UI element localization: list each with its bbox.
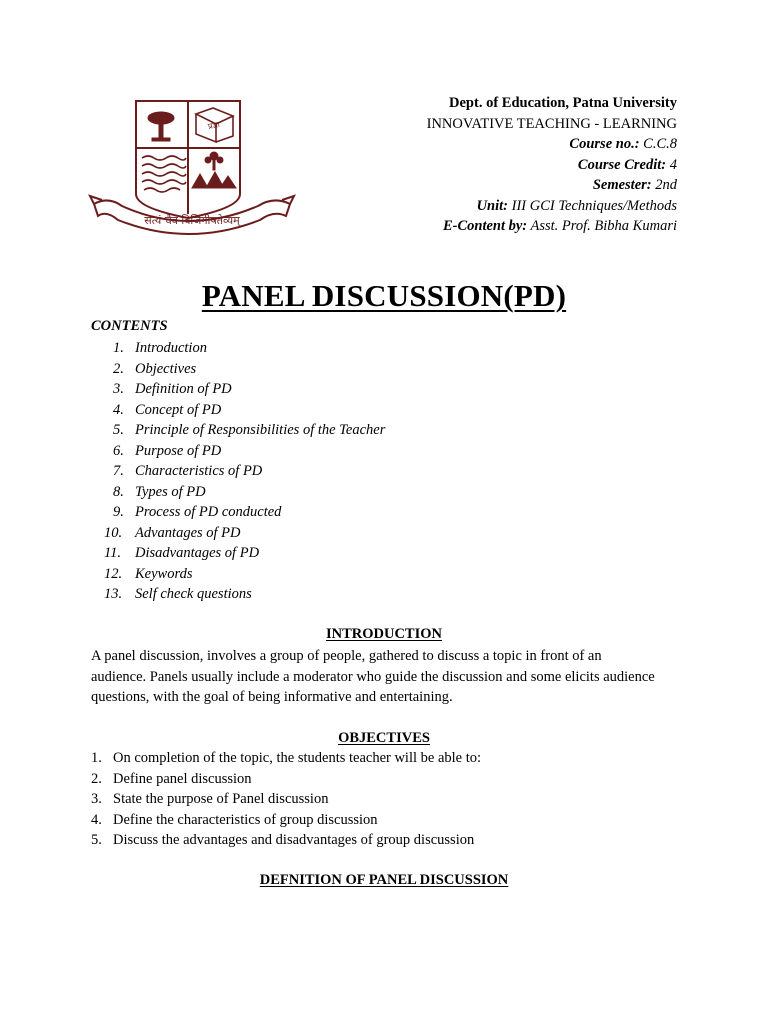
item-number: 13.: [104, 586, 123, 602]
list-item: [104, 584, 385, 605]
list-item: [91, 810, 481, 831]
item-number: 11.: [104, 545, 122, 561]
intro-line-3: questions, with the goal of being informative and entertaining.: [91, 689, 453, 705]
list-item: [113, 461, 385, 482]
course-credit-value: 4: [666, 156, 677, 173]
semester-label: Semester:: [592, 177, 652, 193]
item-label: Discuss the advantages and disadvantages of group discussion: [113, 832, 475, 848]
list-item: [104, 564, 385, 585]
econtent-author: [427, 216, 677, 237]
item-label: Definition of PD: [135, 381, 232, 397]
item-label: Objectives: [135, 360, 197, 377]
course-number-value: C.C.8: [639, 136, 677, 152]
item-number: 7.: [113, 463, 124, 479]
item-label: Disadvantages of PD: [135, 545, 260, 561]
item-label: Self check questions: [135, 586, 252, 602]
item-number: 1.: [113, 340, 124, 356]
item-label: Principle of Responsibilities of the Teacher: [135, 422, 386, 438]
semester: [427, 175, 677, 196]
list-item: [91, 789, 481, 810]
contents-heading: CONTENTS: [91, 318, 168, 334]
item-label: On completion of the topic, the students teacher will be able to:: [113, 750, 482, 766]
item-number: 9.: [113, 504, 124, 520]
course-number: [427, 134, 677, 155]
list-item: [91, 830, 481, 851]
semester-value: 2nd: [651, 177, 677, 193]
introduction-heading: INTRODUCTION: [325, 626, 442, 642]
list-item: [104, 543, 385, 564]
item-number: 6.: [113, 442, 124, 459]
intro-line-1: A panel discussion, involves a group of people, gathered to discuss a topic in front of an: [91, 648, 602, 664]
list-item: [113, 482, 385, 503]
list-item: [113, 379, 385, 400]
unit-label: Unit:: [476, 197, 508, 214]
list-item: [113, 420, 385, 441]
item-label: Introduction: [135, 340, 207, 356]
item-label: Characteristics of PD: [135, 463, 263, 479]
item-number: 3.: [113, 381, 124, 397]
econtent-label: E-Content by:: [442, 218, 528, 234]
book-text: प्रज्ञा: [207, 119, 221, 132]
item-number: 1.: [91, 750, 102, 766]
list-item: [104, 523, 385, 544]
item-label: Process of PD conducted: [135, 504, 282, 520]
item-number: 12.: [104, 565, 123, 582]
item-number: 4.: [91, 811, 102, 828]
unit-value: III GCI Techniques/Methods: [507, 197, 677, 214]
item-label: Types of PD: [135, 483, 206, 500]
item-label: Concept of PD: [135, 401, 222, 418]
list-item: [113, 359, 385, 380]
item-number: 2.: [113, 360, 124, 377]
emblem-motto: सत्यं चैव विजिगीषतेव्यम्: [144, 214, 240, 227]
university-emblem: [88, 96, 296, 246]
list-item: [113, 400, 385, 421]
objectives-list: [91, 748, 481, 851]
item-number: 2.: [91, 770, 102, 787]
list-item: [113, 441, 385, 462]
item-number: 5.: [113, 422, 124, 438]
definition-heading: DEFNITION OF PANEL DISCUSSION: [259, 872, 509, 888]
econtent-value: Asst. Prof. Bibha Kumari: [527, 218, 677, 234]
objectives-heading: OBJECTIVES: [338, 730, 430, 746]
item-number: 5.: [91, 832, 102, 848]
intro-line-2: audience. Panels usually include a moderator who guide the discussion and some elicits audience: [91, 668, 655, 685]
department-name: Dept. of Education, Patna University: [449, 95, 677, 111]
course-credit-label: Course Credit:: [577, 156, 667, 173]
item-number: 4.: [113, 401, 124, 418]
list-item: [113, 502, 385, 523]
item-number: 3.: [91, 791, 102, 807]
course-number-label: Course no.:: [569, 136, 640, 152]
item-label: Define the characteristics of group discussion: [113, 811, 378, 828]
item-label: Keywords: [135, 565, 193, 582]
course-credit: [427, 155, 677, 176]
item-label: Advantages of PD: [135, 524, 241, 541]
item-label: Define panel discussion: [113, 770, 252, 787]
item-number: 8.: [113, 483, 124, 500]
unit: [427, 196, 677, 217]
document-header: [427, 93, 677, 237]
list-item: [91, 748, 481, 769]
item-number: 10.: [104, 524, 123, 541]
page-title: PANEL DISCUSSION(PD): [201, 278, 567, 313]
item-label: Purpose of PD: [135, 442, 222, 459]
introduction-paragraph: [91, 646, 691, 708]
list-item: [91, 769, 481, 790]
contents-list: [104, 338, 386, 605]
program-name: INNOVATIVE TEACHING - LEARNING: [426, 115, 677, 132]
item-label: State the purpose of Panel discussion: [113, 791, 329, 807]
list-item: [113, 338, 385, 359]
